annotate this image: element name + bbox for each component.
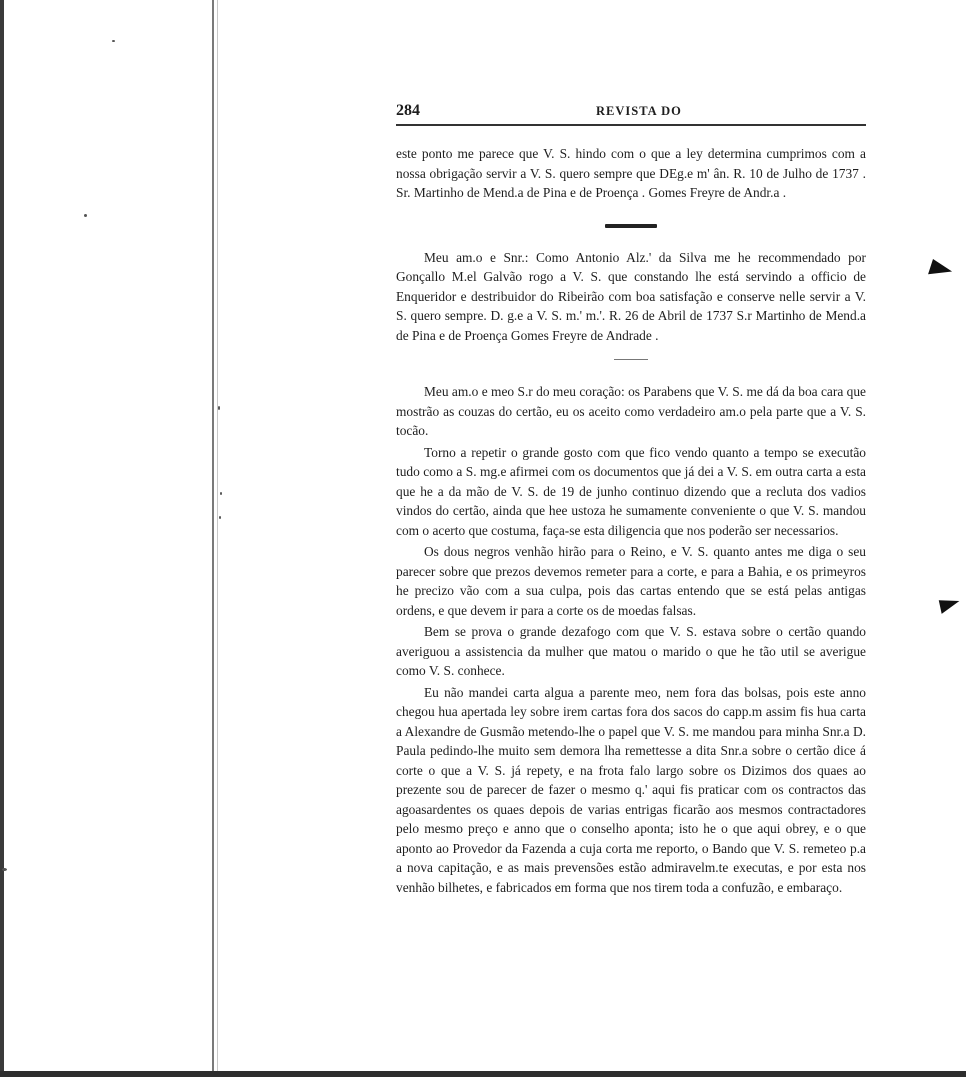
letter-3-paragraph-4: Bem se prova o grande dezafogo com que V. S. estava sobre o certão quando averiguou a assistencia da mulher que matou o marido o que he tão util se averigue como V. S. conhece.: [396, 624, 866, 678]
section-ornament: [605, 224, 657, 228]
body-text: [396, 144, 866, 897]
book-spine-edge: [0, 0, 4, 1077]
margin-pointer-mark: [928, 259, 954, 281]
page-gutter-line: [212, 0, 214, 1077]
letter-1-paragraph: este ponto me parece que V. S. hindo com o que a ley determina cumprimos com a nossa obrigação servir a V. S. quero sempre que DEg.e m' ân. R. 10 de Julho de 1737 . Sr. Martinho de Mend.a de Pina e de Proença . Gomes Freyre de Andr.a .: [396, 146, 866, 200]
section-divider: [614, 359, 648, 360]
scan-speck: [112, 40, 115, 42]
scan-speck: [219, 516, 221, 519]
scan-speck: [2, 868, 7, 871]
scan-speck: [220, 492, 222, 495]
running-head: REVISTA DO: [596, 104, 682, 118]
page-gutter-shadow: [217, 0, 218, 1077]
header-rule: [396, 124, 866, 126]
page-number: 284: [396, 102, 420, 119]
letter-3-paragraph-2: Torno a repetir o grande gosto com que fico vendo quanto a tempo se executão tudo como a S. mg.e afirmei com os documentos que já dei a V. S. em outra carta a esta que he a da mão de V. S. de 19 de junho continuo dizendo que a recluta dos vadios vindos do certão, ainda que hee ustoza he sumamente conveniente o que V. S. mandou com o acerto que costuma, faça-se esta diligencia que nos poderão ser necessarios.: [396, 444, 866, 538]
scan-speck: [84, 214, 87, 217]
letter-2-paragraph: Meu am.o e Snr.: Como Antonio Alz.' da Silva me he recommendado por Gonçallo M.el Galvão rogo a V. S. que constando lhe está servindo a officio de Enqueridor e destribuidor do Ribeirão com boa satisfação e conserve nelle servir a V. S. quero sempre. D. g.e a V. S. m.' m.'. R. 26 de Abril de 1737 S.r Martinho de Mend.a de Pina e de Proença Gomes Freyre de Andrade .: [396, 249, 866, 343]
page-bottom-edge: [0, 1071, 966, 1077]
letter-3-paragraph-3: Os dous negros venhão hirão para o Reino, e V. S. quanto antes me diga o seu parecer sobre que prezos devemos remeter para a corte, e para a Bahia, e os primeyros he precizo vão com a sua culpa, pois das cartas entendo que se está pelas antigas ordens, e que devem ir para a corte os de moedas falsas.: [396, 544, 866, 618]
margin-pointer-mark: [939, 596, 961, 614]
letter-3-paragraph-1: Meu am.o e meo S.r do meu coração: os Parabens que V. S. me dá da boa cara que mostrão as couzas do certão, eu os aceito como verdadeiro am.o pela parte que a V. S. tocão.: [396, 384, 866, 438]
scan-speck: [218, 406, 220, 410]
page-header: [396, 102, 866, 124]
letter-3-paragraph-5: Eu não mandei carta algua a parente meo, nem fora das bolsas, pois este anno chegou hua apertada ley sobre irem cartas fora dos sacos do capp.m assim fis hua carta a Alexandre de Gusmão metendo-lhe o papel que V. S. me mandou para minha Snr.a D. Paula pedindo-lhe muito sem demora lha remettesse a dita Snr.a sobre o certão dice á corte o que a V. S. já repety, e na frota falo largo sobre os Dizimos dos quaes ao prezente sou de parecer de fazer o mesmo q.' aqui fis praticar com os contractos das agoasardentes os quaes depois de varias entrigas ficarão aos mesmos contractadores pelo mesmo preço e anno que o conselho aponta; isto he o que aqui obrey, e o que aponto ao Provedor da Fazenda a cuja corta me reporto, o Bando que V. S. remeteo p.a a nova capitação, e as mais prevensões estão admiravelm.te executas, e por esta nos venhão bilhetes, e fabricados em forma que nos tirem toda a confuzão, e embaraço.: [396, 684, 866, 895]
